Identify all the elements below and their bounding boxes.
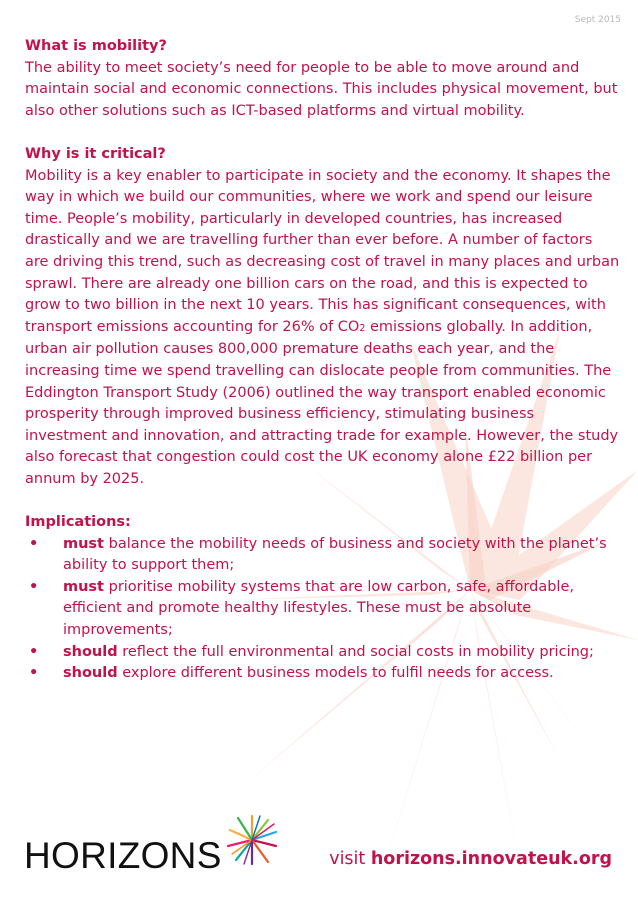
- list-item-text: explore different business models to fulfil needs for access.: [117, 665, 554, 682]
- bullet-icon: •: [29, 643, 39, 660]
- section-why-critical: [25, 144, 620, 491]
- horizons-logo: [24, 812, 264, 878]
- list-item-keyword: must: [63, 535, 104, 552]
- list-item-keyword: should: [63, 665, 118, 682]
- bullet-icon: •: [29, 578, 39, 595]
- document-date: Sept 2015: [574, 15, 621, 25]
- list-item-text: prioritise mobility systems that are low carbon, safe, affordable, efficient and promote healthy lifestyles. These must be absolute improvements;: [63, 578, 574, 639]
- section-heading: Implications:: [25, 514, 131, 531]
- list-item-keyword: should: [63, 643, 118, 660]
- body-text-part-2: emissions globally. In addition, urban air pollution causes 800,000 premature deaths each year, and the increasing time we spend travelling can dislocate people from communities. The Eddington Transport Study (2006) outlined the way transport enabled economic prosperity through improved business efficiency, stimulating business investment and innovation, and attracting trade for example. However, the study also forecast that congestion could cost the UK economy alone £22 billion per annum by 2025.: [25, 318, 619, 487]
- list-item: [25, 642, 620, 664]
- list-item-text: reflect the full environmental and social costs in mobility pricing;: [117, 643, 594, 660]
- implications-list: [25, 534, 620, 685]
- section-body: The ability to meet society’s need for people to be able to move around and maintain social and economic connections. This includes physical movement, but also other solutions such as ICT-based platforms and virtual mobility.: [25, 59, 618, 119]
- section-heading: What is mobility?: [25, 38, 167, 54]
- section-heading: Why is it critical?: [25, 145, 166, 162]
- logo-wordmark: HORIZONS: [24, 835, 222, 876]
- link-prefix: visit: [329, 849, 371, 869]
- section-what-is-mobility: [25, 36, 620, 122]
- list-item: [25, 534, 620, 577]
- link-url[interactable]: horizons.innovateuk.org: [370, 849, 612, 869]
- website-link[interactable]: [329, 849, 612, 869]
- starburst-icon: [224, 812, 280, 868]
- section-body: [25, 166, 620, 491]
- list-item-text: balance the mobility needs of business and society with the planet’s ability to support them;: [63, 535, 607, 574]
- section-implications: [25, 512, 620, 685]
- bullet-icon: •: [29, 665, 39, 682]
- bullet-icon: •: [29, 535, 39, 552]
- body-text-part-1: Mobility is a key enabler to participate in society and the economy. It shapes the way in which we build our communities, where we work and spend our leisure time. People’s mobility, particularly in developed countries, has increased drastically and we are travelling further than ever before. A number of factors are driving this trend, such as decreasing cost of travel in many places and urban sprawl. There are already one billion cars on the road, and this is expected to grow to two billion in the next 10 years. This has significant consequences, with transport emissions accounting for 26% of CO: [25, 167, 620, 335]
- co2-subscript: 2: [359, 322, 366, 334]
- list-item-keyword: must: [63, 578, 104, 595]
- list-item: [25, 577, 620, 642]
- main-content: [25, 36, 620, 706]
- list-item: [25, 663, 620, 685]
